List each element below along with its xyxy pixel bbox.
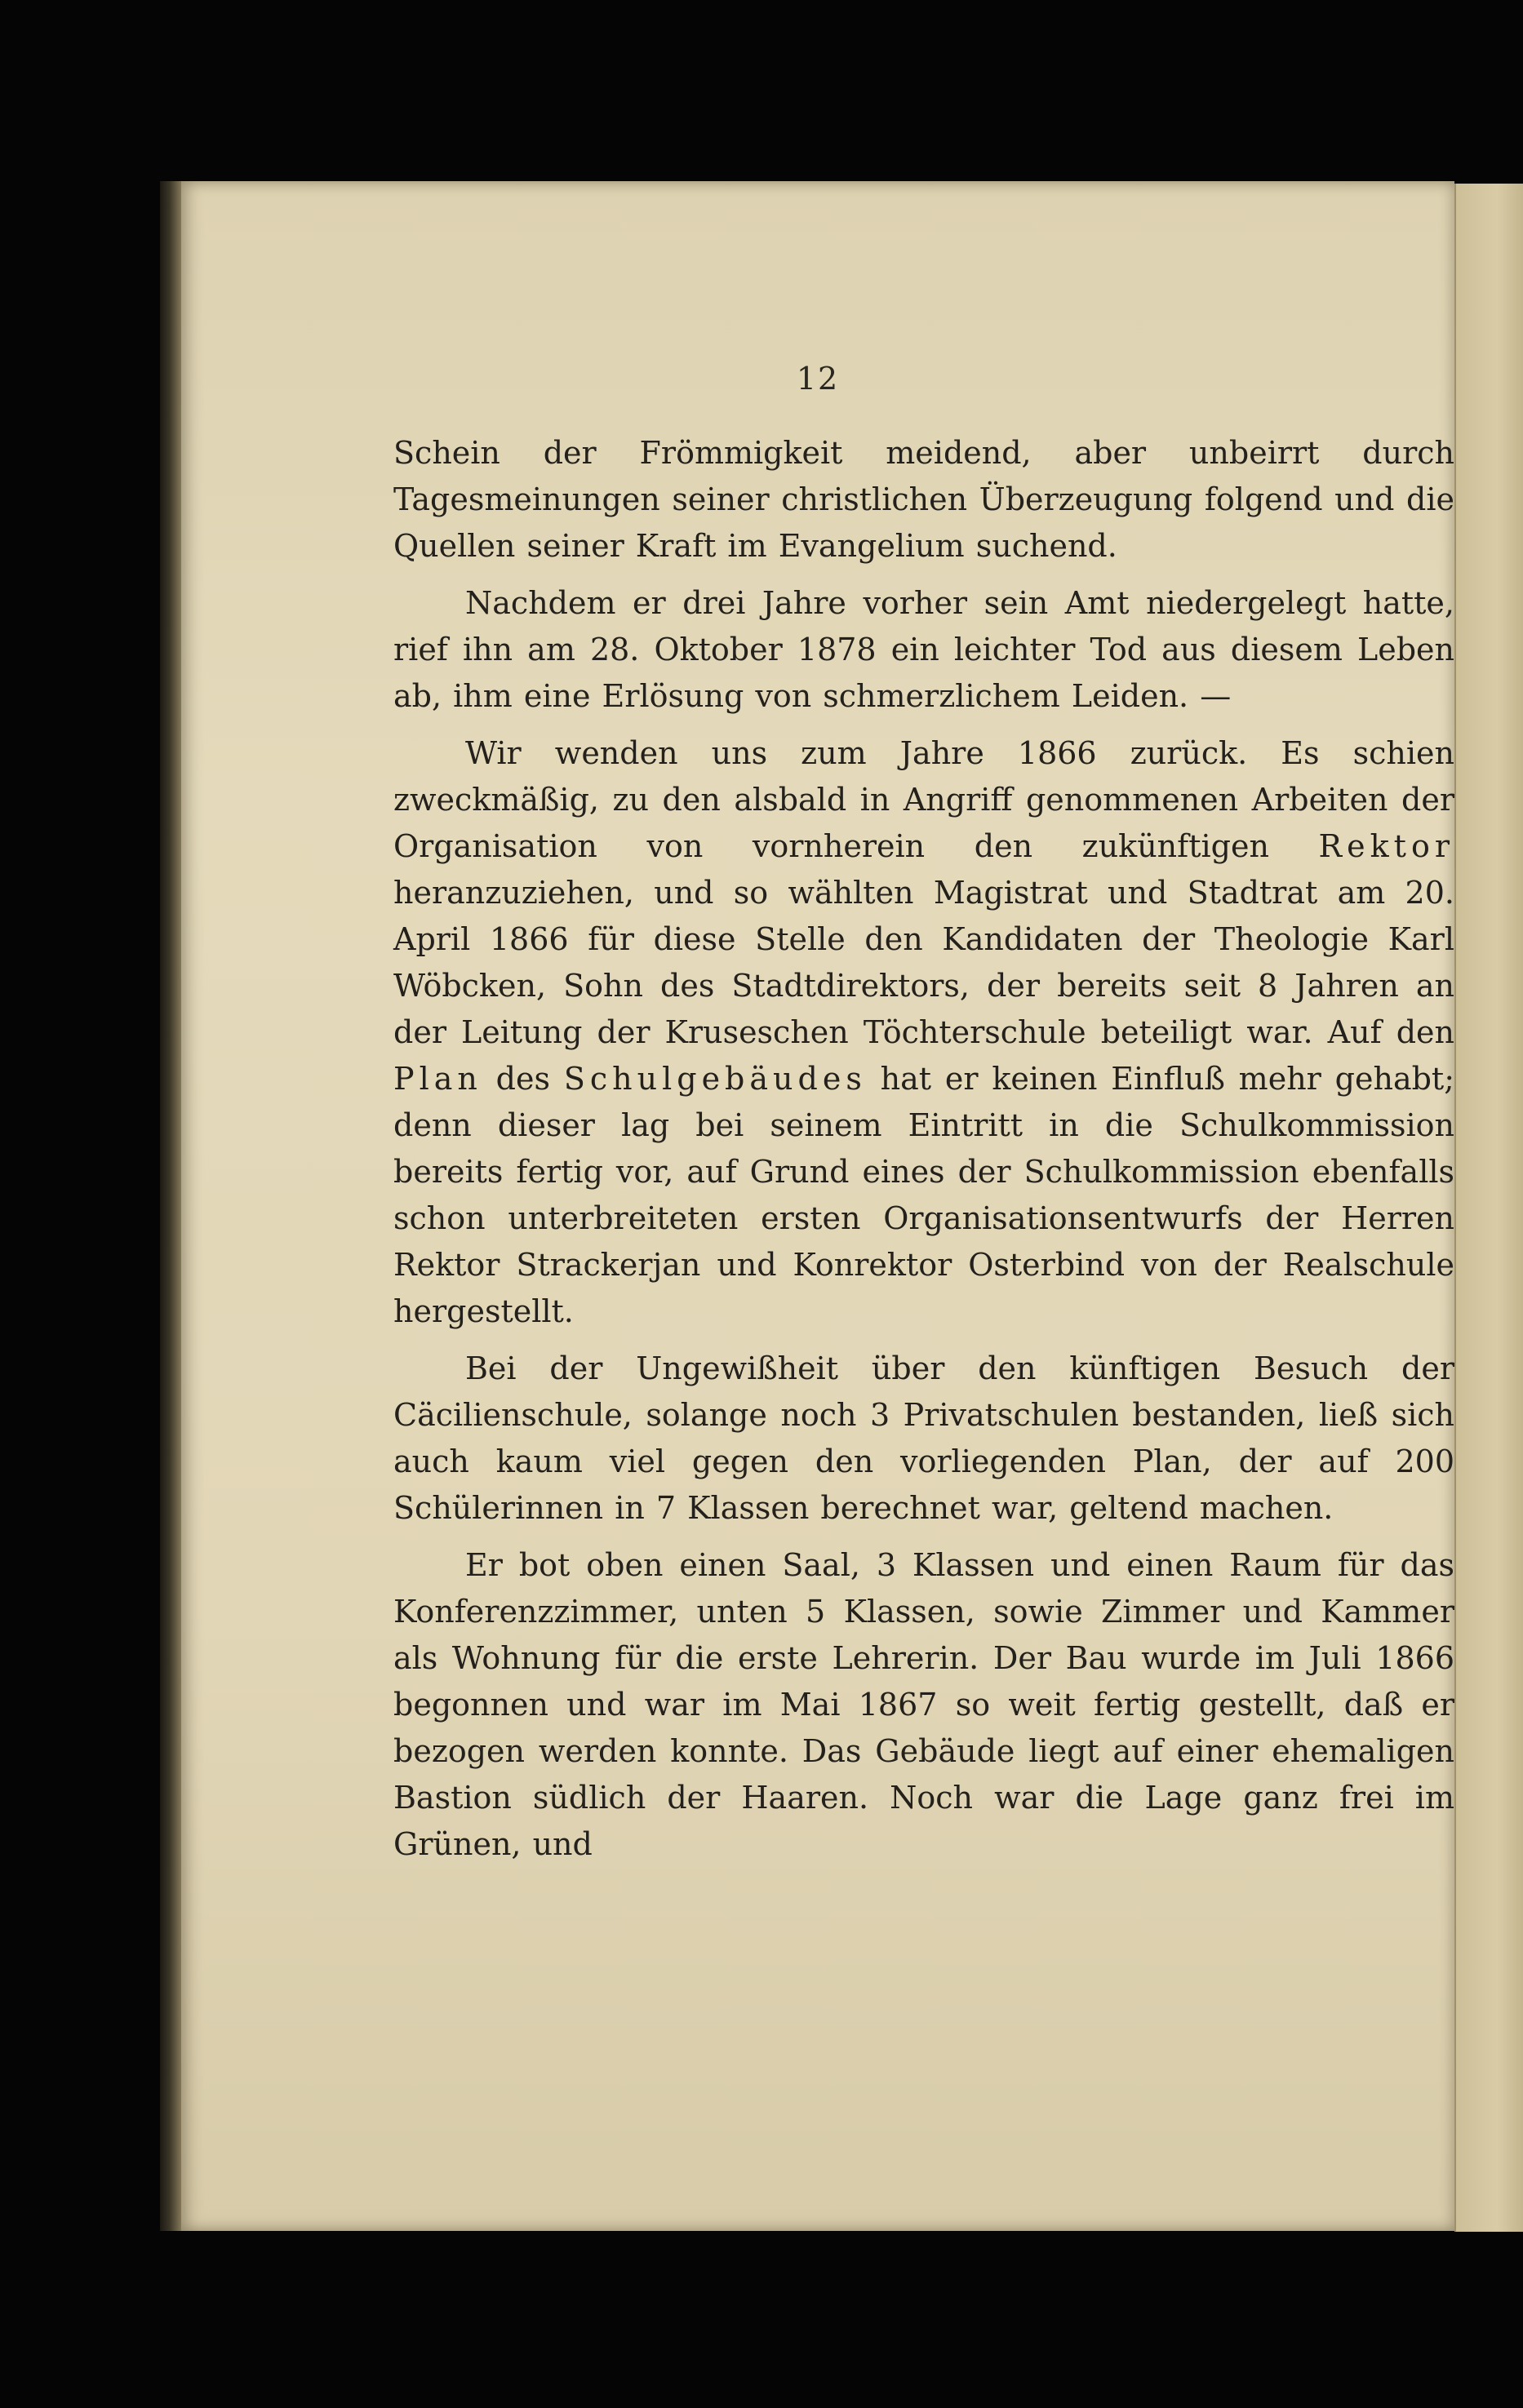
- paragraph-4: [393, 1346, 1454, 1532]
- paragraph-text: heranzuziehen, und so wählten Magistrat und Stadtrat am 20. April 1866 für diese Stelle den Kandidaten der Theologie Karl Wöbcken, Sohn des Stadtdirektors, der bereits seit 8 Jahren an der Leitung der Kruseschen Töchterschule beteiligt war. Auf den: [393, 875, 1454, 1050]
- page-body: [393, 430, 1454, 1878]
- spaced-word-rektor: Rektor: [1318, 828, 1454, 864]
- paragraph-text: Er bot oben einen Saal, 3 Klassen und einen Raum für das Konferenzzimmer, unten 5 Klassen, sowie Zimmer und Kammer als Wohnung für die erste Lehrerin. Der Bau wurde im Juli 1866 begonnen und war im Mai 1867 so weit fertig gestellt, daß er bezogen werden konnte. Das Gebäude liegt auf einer ehemaligen Bastion südlich der Haaren. Noch war die Lage ganz frei im Grünen, und: [393, 1547, 1454, 1862]
- spaced-word-plan: Plan: [393, 1061, 482, 1097]
- paragraph-text: hat er keinen Einfluß mehr gehabt; denn dieser lag bei seinem Eintritt in die Schulkommission bereits fertig vor, auf Grund eines der Schulkommission ebenfalls schon unterbreiteten ersten Organisationsentwurfs der Herren Rektor Strackerjan und Konrektor Osterbind von der Realschule hergestellt.: [393, 1061, 1454, 1329]
- paragraph-text: des: [482, 1061, 564, 1097]
- paragraph-3: [393, 730, 1454, 1335]
- paragraph-text: Schein der Frömmigkeit meidend, aber unbeirrt durch Tagesmeinungen seiner christlichen Überzeugung folgend und die Quellen seiner Kraft im Evangelium suchend.: [393, 435, 1454, 564]
- page-number: 12: [796, 361, 840, 397]
- spaced-word-schulgebaeudes: Schulgebäudes: [563, 1061, 867, 1097]
- paragraph-text: Nachdem er drei Jahre vorher sein Amt niedergelegt hatte, rief ihn am 28. Oktober 1878 ein leichter Tod aus diesem Leben ab, ihm eine Erlösung von schmerzlichem Leiden. —: [393, 585, 1454, 714]
- paragraph-2: [393, 580, 1454, 720]
- paragraph-text: Bei der Ungewißheit über den künftigen Besuch der Cäcilienschule, solange noch 3 Privatschulen bestanden, ließ sich auch kaum viel gegen den vorliegenden Plan, der auf 200 Schülerinnen in 7 Klassen berechnet war, geltend machen.: [393, 1350, 1454, 1526]
- page-sheet: [181, 181, 1454, 2231]
- facing-page-edge: [1454, 184, 1523, 2232]
- paragraph-1: [393, 430, 1454, 570]
- book-spine: [160, 181, 183, 2231]
- paragraph-5: [393, 1542, 1454, 1868]
- paragraph-text: Wir wenden uns zum Jahre 1866 zurück. Es schien zweckmäßig, zu den alsbald in Angriff genommenen Arbeiten der Organisation von vornherein den zukünftigen: [393, 735, 1454, 864]
